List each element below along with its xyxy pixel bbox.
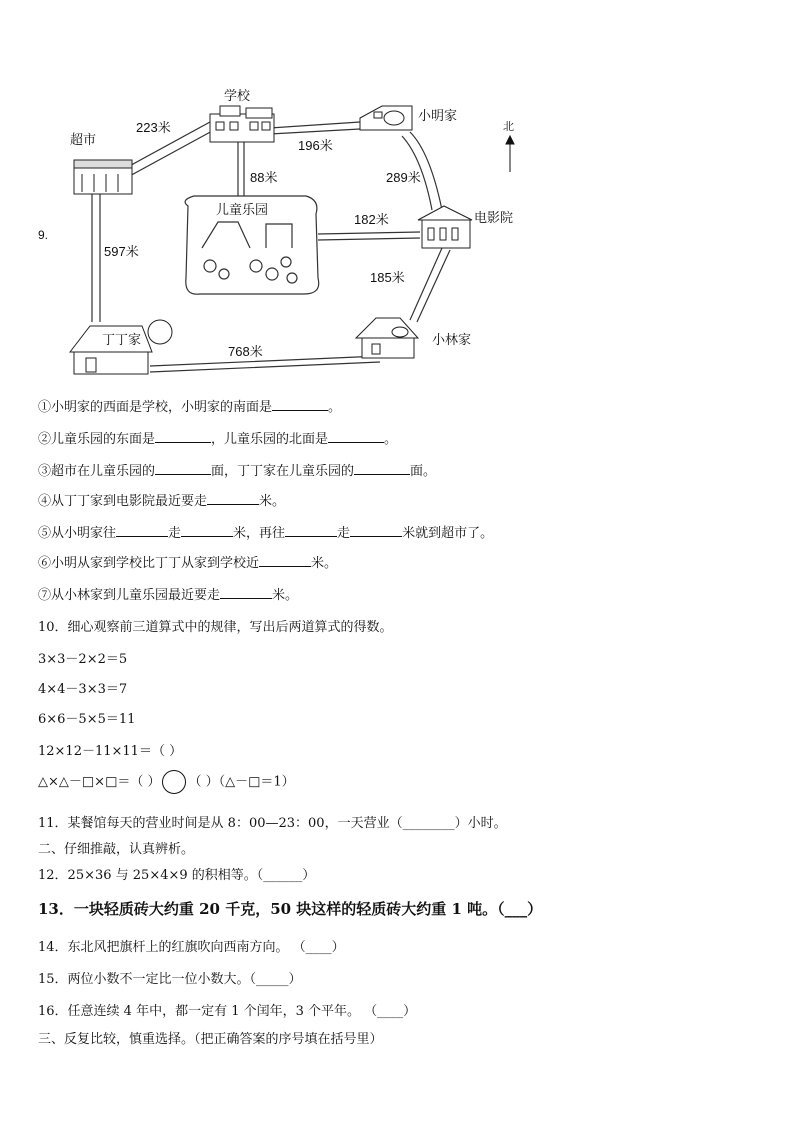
distance-xiaoming-cinema: 289米 (386, 170, 421, 185)
equation-line: 3×3－2×2＝5 (38, 652, 128, 667)
q9-item-7: ⑦从小林家到儿童乐园最近要走 米。 (38, 584, 298, 603)
road-playground-cinema (318, 232, 420, 240)
answer-blank[interactable] (181, 523, 233, 537)
distance-playground-cinema: 182米 (354, 212, 389, 227)
question-12: 12．25×36 与 25×4×9 的积相等。（______） (38, 868, 316, 883)
distance-school-playground: 88米 (250, 170, 278, 185)
answer-blank[interactable] (328, 429, 384, 443)
label-cinema: 电影院 (474, 210, 514, 225)
question-16: 16．任意连续 4 年中，都一定有 1 个闰年，3 个平年。 （____） (38, 1004, 417, 1019)
answer-blank[interactable] (155, 429, 211, 443)
question-9-number: 9. (38, 228, 49, 242)
answer-blank[interactable] (354, 461, 410, 475)
road-supermarket-dingding (92, 192, 100, 322)
distance-supermarket-dingding: 597米 (104, 244, 139, 259)
label-xiaolin-home: 小林家 (432, 332, 472, 347)
q9-item-2: ②儿童乐园的东面是 ，儿童乐园的北面是 。 (38, 428, 397, 447)
answer-blank[interactable] (207, 491, 259, 505)
q9-item-1: ①小明家的西面是学校，小明家的南面是 。 (38, 396, 341, 415)
answer-blank[interactable] (272, 397, 328, 411)
q9-item-3: ③超市在儿童乐园的 面，丁丁家在儿童乐园的 面。 (38, 460, 436, 479)
section-2-heading: 二、仔细推敲，认真辨析。 (38, 842, 195, 857)
question-13: 13．一块轻质砖大约重 20 千克，50 块这样的轻质砖大约重 1 吨。（___） (38, 900, 543, 918)
answer-blank[interactable] (259, 553, 311, 567)
cinema-building (418, 206, 472, 248)
question-11: 11．某餐馆每天的营业时间是从 8：00—23：00，一天营业（________）小时。 (38, 816, 507, 831)
label-dingding-home: 丁丁家 (102, 332, 142, 347)
road-school-xiaoming (270, 122, 360, 134)
north-arrow (506, 136, 514, 172)
xiaoming-home-building (360, 106, 412, 130)
q9-item-5: ⑤从小明家往 走 米，再往 走 米就到超市了。 (38, 522, 493, 541)
supermarket-building (74, 160, 132, 194)
map-illustration (60, 82, 540, 382)
label-school: 学校 (224, 88, 251, 103)
question-14: 14．东北风把旗杆上的红旗吹向西南方向。 （____） (38, 940, 345, 955)
answer-blank[interactable] (285, 523, 337, 537)
equation-line: 4×4－3×3＝7 (38, 682, 128, 697)
road-dingding-xiaolin (150, 356, 380, 372)
distance-school-xiaoming: 196米 (298, 138, 333, 153)
label-supermarket: 超市 (70, 132, 97, 147)
label-xiaoming-home: 小明家 (418, 108, 458, 123)
compare-circle[interactable] (162, 770, 186, 794)
answer-blank[interactable] (116, 523, 168, 537)
road-school-playground (238, 140, 244, 200)
answer-blank[interactable] (220, 585, 272, 599)
answer-blank[interactable] (155, 461, 211, 475)
xiaolin-home-building (356, 318, 418, 358)
equation-line: 6×6－5×5＝11 (38, 712, 136, 727)
q9-item-6: ⑥小明从家到学校比丁丁从家到学校近 米。 (38, 552, 337, 571)
equation-pattern-line: △×△－□×□＝（ ） （ ）（△－□＝1） (38, 770, 295, 794)
school-building (210, 106, 274, 142)
section-3-heading: 三、反复比较，慎重选择。（把正确答案的序号填在括号里） (38, 1032, 383, 1047)
q9-item-4: ④从丁丁家到电影院最近要走 米。 (38, 490, 285, 509)
distance-dingding-xiaolin: 768米 (228, 344, 263, 359)
equation-line[interactable]: 12×12－11×11＝（ ） (38, 744, 183, 759)
distance-cinema-xiaolin: 185米 (370, 270, 405, 285)
answer-blank[interactable] (350, 523, 402, 537)
label-playground: 儿童乐园 (216, 202, 269, 217)
question-15: 15．两位小数不一定比一位小数大。（_____） (38, 972, 302, 987)
distance-supermarket-school: 223米 (136, 120, 171, 135)
north-label: 北 (503, 121, 514, 133)
road-cinema-xiaolin (410, 248, 450, 322)
question-10-prompt: 10．细心观察前三道算式中的规律，写出后两道算式的得数。 (38, 620, 393, 635)
